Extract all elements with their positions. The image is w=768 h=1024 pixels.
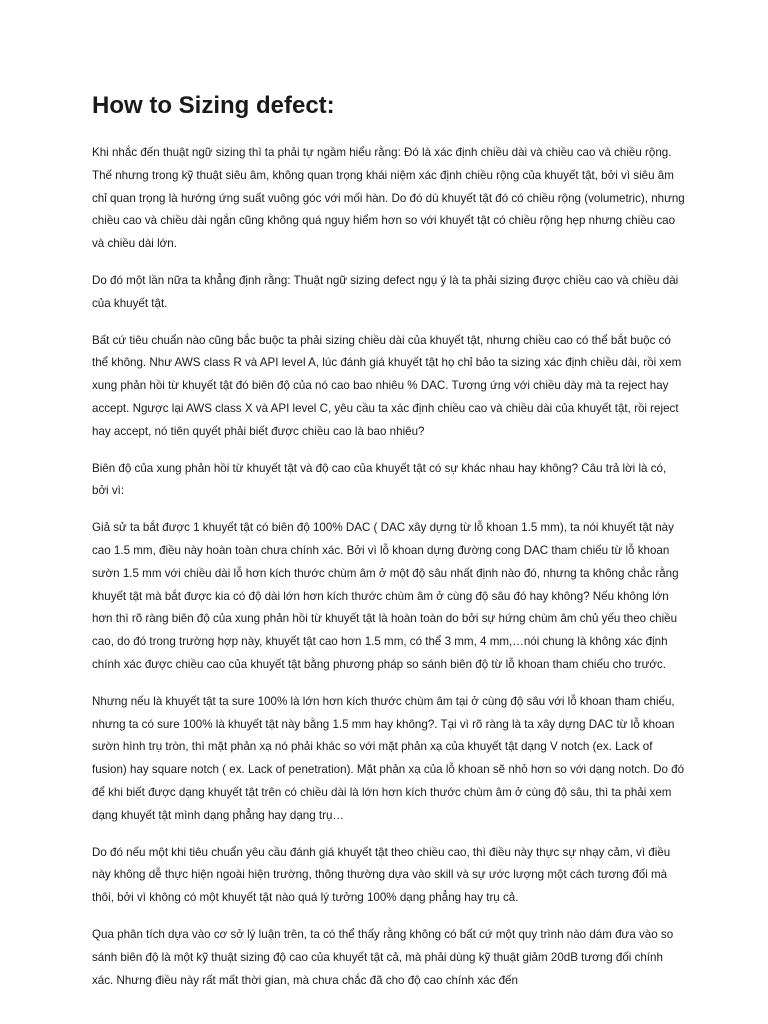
paragraph-8: Qua phân tích dựa vào cơ sở lý luận trên, ta có thể thấy rằng không có bất cứ một quy trình nào dám đưa vào so sánh biên độ là một kỹ thuật sizing độ cao của khuyết tật cả, mà phải dùng kỹ thuật giảm 20dB tương đối chính xác. Nhưng điều này rất mất thời gian, mà chưa chắc đã cho độ cao chính xác đến xyxy=(92,927,674,987)
document-title: How to Sizing defect: xyxy=(92,92,335,119)
paragraph-6: Nhưng nếu là khuyết tật ta sure 100% là lớn hơn kích thước chùm âm tại ở cùng độ sâu với lỗ khoan tham chiếu, nhưng ta có sure 100% là khuyết tật này bằng 1.5 mm hay không?. Tại vì rõ ràng là ta xây dựng DAC từ lỗ khoan sườn hình trụ tròn, thì mặt phản xạ nó phải khác so với mặt phản xạ của khuyết tật dạng V notch (ex. Lack of fusion) hay square notch ( ex. Lack of penetration). Mặt phản xạ của lỗ khoan sẽ nhỏ hơn so với dạng notch. Do đó để khi biết được dạng khuyết tật trên có chiều dài là lớn hơn kích thước chùm âm ở cùng độ sâu, thì ta phải xem dạng khuyết tật mình dạng phẳng hay dạng trụ… xyxy=(92,694,685,822)
paragraph-1: Khi nhắc đến thuật ngữ sizing thì ta phải tự ngầm hiểu rằng: Đó là xác định chiều dài và chiều cao và chiều rộng. Thế nhưng trong kỹ thuật siêu âm, không quan trọng khái niệm xác định chiều rộng của khuyết tật, bởi vì siêu âm chỉ quan trọng là hướng ứng suất vuông góc với mối hàn. Do đó dù khuyết tật đó có chiều rộng (volumetric), nhưng chiều cao và chiều dài ngắn cũng không quá nguy hiểm hơn so với khuyết tật có chiều rộng hẹp nhưng chiều cao và chiều dài lớn. xyxy=(92,146,685,251)
paragraph-2: Do đó một lần nữa ta khẳng định rằng: Thuật ngữ sizing defect ngụ ý là ta phải sizing được chiều cao và chiều dài của khuyết tật. xyxy=(92,273,679,310)
paragraph-7: Do đó nếu một khi tiêu chuẩn yêu cầu đánh giá khuyết tật theo chiều cao, thì điều này thực sự nhạy cảm, vì điều này không dễ thực hiện ngoài hiện trường, thông thường dựa vào skill và sự ước lượng một cách tương đối mà thôi, bởi vì không có một khuyết tật nào quá lý tưởng 100% dạng phẳng hay trụ cả. xyxy=(92,845,671,905)
document-page xyxy=(92,88,686,1006)
paragraph-5: Giả sử ta bắt được 1 khuyết tật có biên độ 100% DAC ( DAC xây dựng từ lỗ khoan 1.5 mm), ta nói khuyết tật này cao 1.5 mm, điều này hoàn toàn chưa chính xác. Bởi vì lỗ khoan dựng đường cong DAC tham chiếu từ lỗ khoan sườn 1.5 mm với chiều dài lỗ hơn kích thước chùm âm ở một độ sâu nhất định nào đó, nhưng ta không chắc rằng khuyết tật mà bắt được kia có độ dài lớn hơn kích thước chùm âm ở cùng độ sâu đó hay không? Nếu không lớn hơn thì rõ ràng biên độ của xung phản hồi từ khuyết tật là hoàn toàn do bởi sự hứng chùm âm chủ yếu theo chiều cao, do đó trong trường hợp này, khuyết tật cao hơn 1.5 mm, có thể 3 mm, 4 mm,…nói chung là không xác định chính xác được chiều cao của khuyết tật bằng phương pháp so sánh biên độ từ lỗ khoan tham chiếu cho trước. xyxy=(92,521,679,671)
paragraph-3: Bất cứ tiêu chuẩn nào cũng bắc buộc ta phải sizing chiều dài của khuyết tật, nhưng chiều cao có thể bắt buộc có thể không. Như AWS class R và API level A, lúc đánh giá khuyết tật họ chỉ bảo ta sizing xác định chiều dài, rồi xem xung phản hồi từ khuyết tật đó biên độ của nó cao bao nhiêu % DAC. Tương ứng với chiều dày mà ta reject hay accept. Ngược lại AWS class X và API level C, yêu cầu ta xác định chiều cao và chiều dài của khuyết tật, rồi reject hay accept, nó tiên quyết phải biết được chiều cao là bao nhiêu? xyxy=(92,333,682,438)
paragraph-4: Biên độ của xung phản hồi từ khuyết tật và độ cao của khuyết tật có sự khác nhau hay không? Câu trả lời là có, bởi vì: xyxy=(92,461,667,498)
